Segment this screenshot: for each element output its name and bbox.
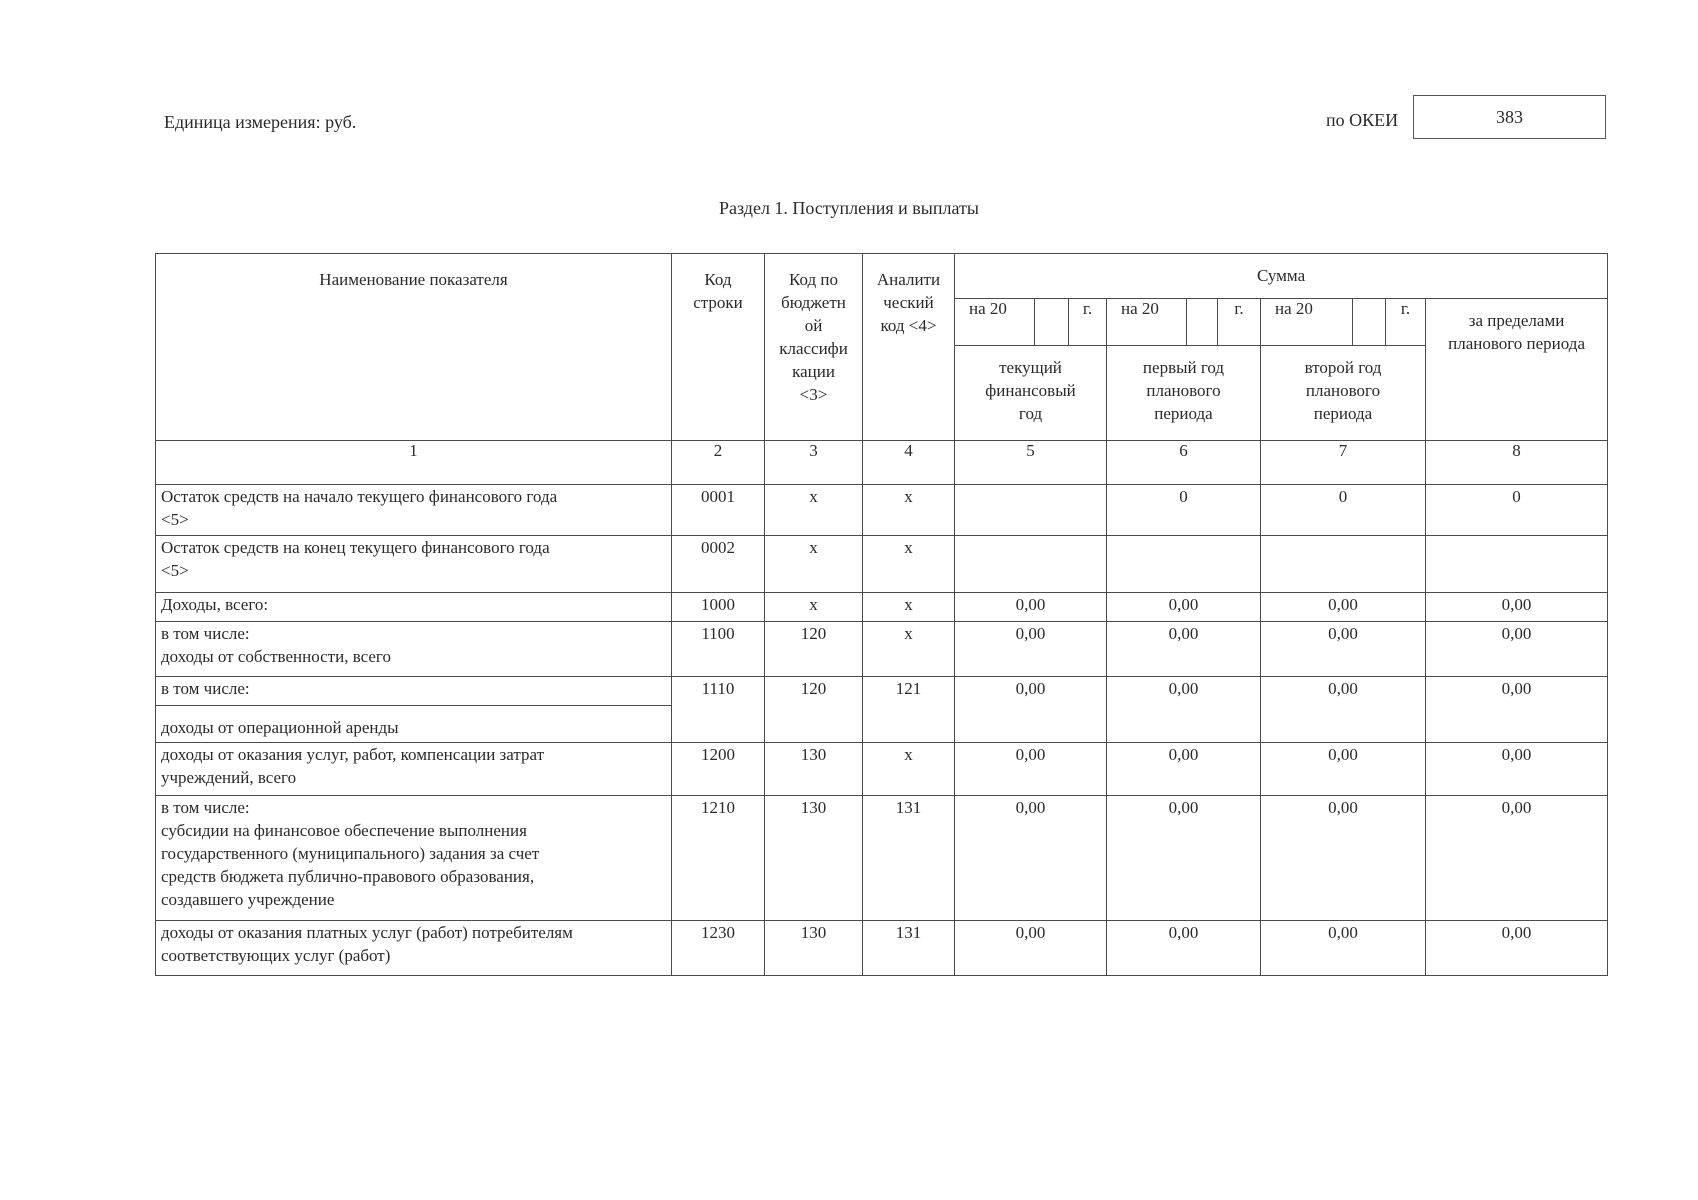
row-value-beyond: 0,00 (1426, 677, 1608, 743)
row-value-beyond: 0,00 (1426, 921, 1608, 976)
column-number: 2 (672, 441, 765, 485)
row-value-current: 0,00 (955, 622, 1107, 677)
table-row (156, 622, 1608, 677)
row-line-code: 0002 (672, 536, 765, 593)
row-value-beyond: 0 (1426, 485, 1608, 536)
row-value-first (1107, 536, 1261, 593)
row-value-beyond: 0,00 (1426, 796, 1608, 921)
row-budget-code: 130 (765, 796, 863, 921)
row-line-code: 1230 (672, 921, 765, 976)
row-value-current: 0,00 (955, 796, 1107, 921)
column-number: 1 (156, 441, 672, 485)
header-first-plan-year: первый год планового периода (1107, 346, 1261, 441)
year-prefix-5: на 20 (955, 299, 1035, 346)
row-line-code: 1200 (672, 743, 765, 796)
column-number: 5 (955, 441, 1107, 485)
row-value-beyond (1426, 536, 1608, 593)
row-value-first: 0 (1107, 485, 1261, 536)
table-row (156, 536, 1608, 593)
column-number: 7 (1261, 441, 1426, 485)
header-name: Наименование показателя (156, 254, 672, 441)
year-blank-5 (1035, 299, 1069, 346)
header-second-plan-year: второй год планового периода (1261, 346, 1426, 441)
row-value-current: 0,00 (955, 743, 1107, 796)
row-analytic-code: 131 (863, 921, 955, 976)
row-budget-code: 120 (765, 677, 863, 743)
row-value-second (1261, 536, 1426, 593)
row-analytic-code: х (863, 743, 955, 796)
row-value-first: 0,00 (1107, 743, 1261, 796)
row-analytic-code: х (863, 593, 955, 622)
row-name: доходы от оказания платных услуг (работ) потребителям соответствующих услуг (работ) (156, 921, 672, 976)
table-row (156, 593, 1608, 622)
row-name: Доходы, всего: (156, 593, 672, 622)
year-prefix-7: на 20 (1261, 299, 1353, 346)
row-name: в том числе: субсидии на финансовое обеспечение выполнения государственного (муниципального) задания за счет средств бюджета публично-правового образования, создавшего учреждение (156, 796, 672, 921)
row-line-code: 0001 (672, 485, 765, 536)
row-value-current (955, 485, 1107, 536)
row-value-second: 0 (1261, 485, 1426, 536)
row-analytic-code: х (863, 536, 955, 593)
row-analytic-code: 131 (863, 796, 955, 921)
row-value-second: 0,00 (1261, 743, 1426, 796)
row-budget-code: 130 (765, 921, 863, 976)
row-name-extra: доходы от операционной аренды (156, 706, 672, 743)
row-value-second: 0,00 (1261, 593, 1426, 622)
row-name: в том числе: (156, 677, 672, 706)
row-value-second: 0,00 (1261, 921, 1426, 976)
row-budget-code: х (765, 536, 863, 593)
column-number: 8 (1426, 441, 1608, 485)
row-value-second: 0,00 (1261, 622, 1426, 677)
year-prefix-6: на 20 (1107, 299, 1187, 346)
header-budget-code: Код по бюджетн ой классифи кации <3> (765, 254, 863, 441)
row-budget-code: 120 (765, 622, 863, 677)
row-line-code: 1000 (672, 593, 765, 622)
row-line-code: 1110 (672, 677, 765, 743)
table-row (156, 485, 1608, 536)
okei-code-box: 383 (1413, 95, 1606, 139)
column-number: 4 (863, 441, 955, 485)
year-blank-6 (1187, 299, 1218, 346)
receipts-payments-table (155, 253, 1608, 976)
year-suffix-6: г. (1218, 299, 1261, 346)
column-number: 3 (765, 441, 863, 485)
row-value-first: 0,00 (1107, 622, 1261, 677)
row-value-current (955, 536, 1107, 593)
row-budget-code: х (765, 485, 863, 536)
year-suffix-5: г. (1069, 299, 1107, 346)
section-title: Раздел 1. Поступления и выплаты (719, 198, 979, 218)
row-name: Остаток средств на начало текущего финансового года <5> (156, 485, 672, 536)
row-analytic-code: х (863, 485, 955, 536)
table-row (156, 921, 1608, 976)
row-value-beyond: 0,00 (1426, 743, 1608, 796)
header-row-1 (156, 254, 1608, 299)
header-line-code: Код строки (672, 254, 765, 441)
table-row (156, 743, 1608, 796)
header-beyond-plan: за пределами планового периода (1426, 299, 1608, 441)
row-value-beyond: 0,00 (1426, 593, 1608, 622)
table-row (156, 677, 1608, 706)
row-line-code: 1100 (672, 622, 765, 677)
row-value-second: 0,00 (1261, 677, 1426, 743)
row-value-first: 0,00 (1107, 593, 1261, 622)
column-number: 6 (1107, 441, 1261, 485)
row-budget-code: х (765, 593, 863, 622)
row-value-first: 0,00 (1107, 921, 1261, 976)
row-name: доходы от оказания услуг, работ, компенсации затрат учреждений, всего (156, 743, 672, 796)
row-analytic-code: 121 (863, 677, 955, 743)
table-row (156, 796, 1608, 921)
row-analytic-code: х (863, 622, 955, 677)
year-suffix-7: г. (1386, 299, 1426, 346)
row-value-current: 0,00 (955, 677, 1107, 743)
row-value-first: 0,00 (1107, 796, 1261, 921)
column-numbers-row (156, 441, 1608, 485)
row-line-code: 1210 (672, 796, 765, 921)
row-value-current: 0,00 (955, 593, 1107, 622)
row-value-second: 0,00 (1261, 796, 1426, 921)
row-value-first: 0,00 (1107, 677, 1261, 743)
row-budget-code: 130 (765, 743, 863, 796)
row-name: Остаток средств на конец текущего финансового года <5> (156, 536, 672, 593)
year-blank-7 (1353, 299, 1386, 346)
header-analytic-code: Аналити ческий код <4> (863, 254, 955, 441)
header-current-year: текущий финансовый год (955, 346, 1107, 441)
okei-label: по ОКЕИ (1326, 110, 1399, 130)
row-value-beyond: 0,00 (1426, 622, 1608, 677)
row-name: в том числе: доходы от собственности, всего (156, 622, 672, 677)
unit-label: Единица измерения: руб. (164, 112, 357, 132)
row-value-current: 0,00 (955, 921, 1107, 976)
header-sum: Сумма (955, 254, 1608, 299)
